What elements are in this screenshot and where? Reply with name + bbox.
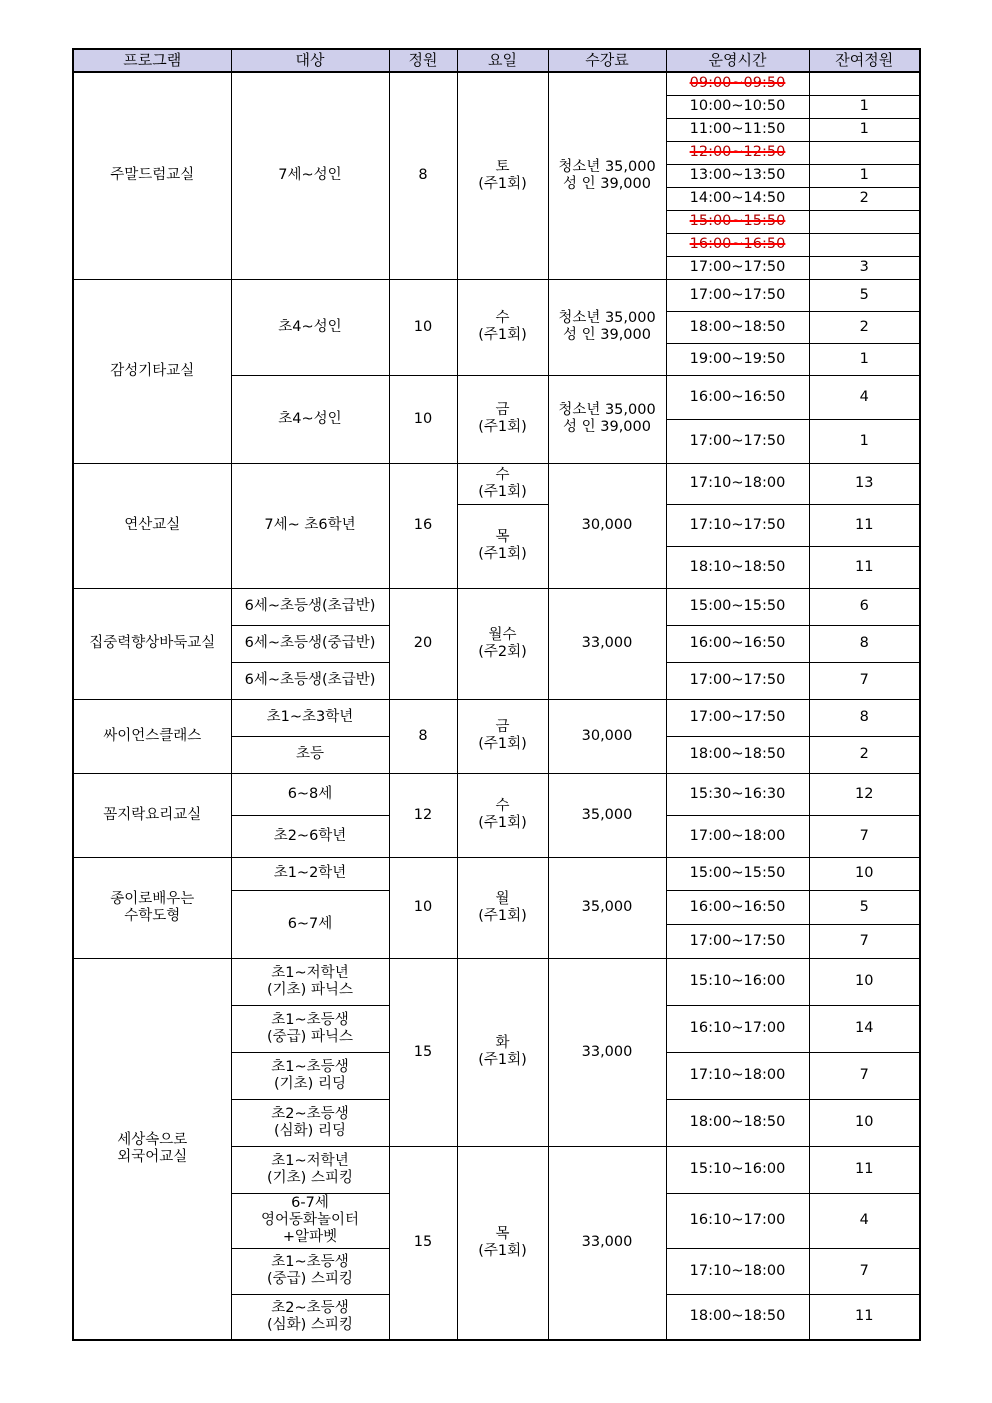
table-row <box>73 463 920 504</box>
remaining-cell: 6 <box>809 588 920 625</box>
fee-cell: 30,000 <box>548 463 666 588</box>
fee-cell: 35,000 <box>548 773 666 857</box>
remaining-cell: 1 <box>809 419 920 463</box>
target-cell: 6세~초등생(중급반) <box>231 625 389 662</box>
day-cell: 수 (주1회) <box>457 463 548 504</box>
capacity-cell: 15 <box>389 1146 457 1340</box>
day-cell: 수 (주1회) <box>457 773 548 857</box>
time-slot: 17:00~17:50 <box>666 924 809 958</box>
time-slot: 17:00~17:50 <box>666 256 809 279</box>
fee-cell: 35,000 <box>548 857 666 958</box>
remaining-cell: 1 <box>809 343 920 375</box>
remaining-cell: 3 <box>809 256 920 279</box>
capacity-cell: 15 <box>389 958 457 1146</box>
time-slot-struck: 15:00~15:50 <box>666 210 809 233</box>
header-row <box>73 49 920 72</box>
fee-cell: 33,000 <box>548 958 666 1146</box>
remaining-cell: 13 <box>809 463 920 504</box>
header-time: 운영시간 <box>666 49 809 72</box>
time-slot: 17:00~17:50 <box>666 662 809 699</box>
fee-cell: 청소년 35,000 성 인 39,000 <box>548 279 666 375</box>
remaining-cell: 7 <box>809 1248 920 1294</box>
target-cell: 초2~6학년 <box>231 815 389 857</box>
target-cell: 6~7세 <box>231 890 389 958</box>
remaining-cell: 11 <box>809 504 920 546</box>
time-slot: 15:30~16:30 <box>666 773 809 815</box>
target-cell: 초2~초등생 (심화) 리딩 <box>231 1099 389 1146</box>
time-slot: 18:00~18:50 <box>666 1294 809 1340</box>
capacity-cell: 10 <box>389 279 457 375</box>
table-row <box>73 72 920 95</box>
remaining-cell <box>809 233 920 256</box>
time-slot: 16:10~17:00 <box>666 1193 809 1248</box>
time-slot-struck: 12:00~12:50 <box>666 141 809 164</box>
target-cell: 초1~초등생 (중급) 스피킹 <box>231 1248 389 1294</box>
remaining-cell: 7 <box>809 1052 920 1099</box>
remaining-cell: 11 <box>809 1294 920 1340</box>
day-cell: 월수 (주2회) <box>457 588 548 699</box>
time-slot-struck: 09:00~09:50 <box>666 72 809 95</box>
header-remaining: 잔여정원 <box>809 49 920 72</box>
header-program: 프로그램 <box>73 49 231 72</box>
time-slot: 19:00~19:50 <box>666 343 809 375</box>
table-row <box>73 773 920 815</box>
program-name: 세상속으로 외국어교실 <box>73 958 231 1340</box>
capacity-cell: 8 <box>389 699 457 773</box>
day-cell: 목 (주1회) <box>457 504 548 588</box>
target-cell: 6세~초등생(초급반) <box>231 662 389 699</box>
table-row <box>73 588 920 625</box>
remaining-cell: 14 <box>809 1005 920 1052</box>
time-slot: 13:00~13:50 <box>666 164 809 187</box>
time-slot: 18:00~18:50 <box>666 1099 809 1146</box>
time-slot: 15:10~16:00 <box>666 958 809 1005</box>
day-cell: 목 (주1회) <box>457 1146 548 1340</box>
target-cell: 초1~초등생 (중급) 파닉스 <box>231 1005 389 1052</box>
time-slot: 16:00~16:50 <box>666 375 809 419</box>
remaining-cell: 1 <box>809 118 920 141</box>
time-slot: 17:10~18:00 <box>666 463 809 504</box>
target-cell: 초1~초3학년 <box>231 699 389 736</box>
remaining-cell: 12 <box>809 773 920 815</box>
program-name: 꼼지락요리교실 <box>73 773 231 857</box>
time-slot: 18:00~18:50 <box>666 311 809 343</box>
day-cell: 금 (주1회) <box>457 375 548 463</box>
table-row <box>73 857 920 890</box>
time-slot: 16:00~16:50 <box>666 890 809 924</box>
time-slot: 15:10~16:00 <box>666 1146 809 1193</box>
remaining-cell <box>809 210 920 233</box>
day-cell: 토 (주1회) <box>457 72 548 279</box>
time-slot: 17:10~17:50 <box>666 504 809 546</box>
target-cell: 초4~성인 <box>231 375 389 463</box>
fee-cell: 33,000 <box>548 1146 666 1340</box>
day-cell: 월 (주1회) <box>457 857 548 958</box>
remaining-cell: 10 <box>809 857 920 890</box>
target-cell: 초2~초등생 (심화) 스피킹 <box>231 1294 389 1340</box>
target-cell: 6-7세 영어동화놀이터 +알파벳 <box>231 1193 389 1248</box>
target-cell: 6세~초등생(초급반) <box>231 588 389 625</box>
program-name: 연산교실 <box>73 463 231 588</box>
day-cell: 금 (주1회) <box>457 699 548 773</box>
table-row <box>73 958 920 1005</box>
table-row <box>73 279 920 311</box>
time-slot: 10:00~10:50 <box>666 95 809 118</box>
remaining-cell: 2 <box>809 187 920 210</box>
time-slot: 17:10~18:00 <box>666 1052 809 1099</box>
remaining-cell: 1 <box>809 164 920 187</box>
remaining-cell: 5 <box>809 890 920 924</box>
program-name: 종이로배우는 수학도형 <box>73 857 231 958</box>
program-name: 집중력향상바둑교실 <box>73 588 231 699</box>
remaining-cell: 10 <box>809 1099 920 1146</box>
time-slot: 17:00~18:00 <box>666 815 809 857</box>
remaining-cell: 2 <box>809 736 920 773</box>
fee-cell: 30,000 <box>548 699 666 773</box>
time-slot: 14:00~14:50 <box>666 187 809 210</box>
remaining-cell: 7 <box>809 815 920 857</box>
time-slot: 15:00~15:50 <box>666 588 809 625</box>
capacity-cell: 10 <box>389 375 457 463</box>
remaining-cell: 4 <box>809 1193 920 1248</box>
table-row <box>73 699 920 736</box>
time-slot: 11:00~11:50 <box>666 118 809 141</box>
fee-cell: 청소년 35,000 성 인 39,000 <box>548 375 666 463</box>
day-cell: 화 (주1회) <box>457 958 548 1146</box>
program-name: 주말드럼교실 <box>73 72 231 279</box>
time-slot: 15:00~15:50 <box>666 857 809 890</box>
time-slot-struck: 16:00~16:50 <box>666 233 809 256</box>
header-capacity: 정원 <box>389 49 457 72</box>
time-slot: 18:00~18:50 <box>666 736 809 773</box>
day-cell: 수 (주1회) <box>457 279 548 375</box>
capacity-cell: 20 <box>389 588 457 699</box>
fee-cell: 33,000 <box>548 588 666 699</box>
fee-cell: 청소년 35,000 성 인 39,000 <box>548 72 666 279</box>
remaining-cell: 4 <box>809 375 920 419</box>
target-cell: 6~8세 <box>231 773 389 815</box>
capacity-cell: 16 <box>389 463 457 588</box>
target-cell: 초1~2학년 <box>231 857 389 890</box>
program-name: 감성기타교실 <box>73 279 231 463</box>
time-slot: 16:00~16:50 <box>666 625 809 662</box>
time-slot: 18:10~18:50 <box>666 546 809 588</box>
remaining-cell: 7 <box>809 924 920 958</box>
remaining-cell: 7 <box>809 662 920 699</box>
time-slot: 17:10~18:00 <box>666 1248 809 1294</box>
remaining-cell: 10 <box>809 958 920 1005</box>
target-cell: 초등 <box>231 736 389 773</box>
capacity-cell: 8 <box>389 72 457 279</box>
target-cell: 초4~성인 <box>231 279 389 375</box>
remaining-cell: 2 <box>809 311 920 343</box>
program-schedule-table <box>72 48 921 1341</box>
remaining-cell <box>809 141 920 164</box>
program-name: 싸이언스클래스 <box>73 699 231 773</box>
header-fee: 수강료 <box>548 49 666 72</box>
time-slot: 17:00~17:50 <box>666 419 809 463</box>
target-cell: 7세~ 초6학년 <box>231 463 389 588</box>
remaining-cell <box>809 72 920 95</box>
capacity-cell: 10 <box>389 857 457 958</box>
time-slot: 17:00~17:50 <box>666 699 809 736</box>
header-day: 요일 <box>457 49 548 72</box>
target-cell: 7세~성인 <box>231 72 389 279</box>
time-slot: 16:10~17:00 <box>666 1005 809 1052</box>
remaining-cell: 8 <box>809 699 920 736</box>
time-slot: 17:00~17:50 <box>666 279 809 311</box>
remaining-cell: 11 <box>809 546 920 588</box>
remaining-cell: 8 <box>809 625 920 662</box>
header-target: 대상 <box>231 49 389 72</box>
remaining-cell: 11 <box>809 1146 920 1193</box>
target-cell: 초1~저학년 (기초) 파닉스 <box>231 958 389 1005</box>
target-cell: 초1~초등생 (기초) 리딩 <box>231 1052 389 1099</box>
target-cell: 초1~저학년 (기초) 스피킹 <box>231 1146 389 1193</box>
remaining-cell: 1 <box>809 95 920 118</box>
capacity-cell: 12 <box>389 773 457 857</box>
remaining-cell: 5 <box>809 279 920 311</box>
